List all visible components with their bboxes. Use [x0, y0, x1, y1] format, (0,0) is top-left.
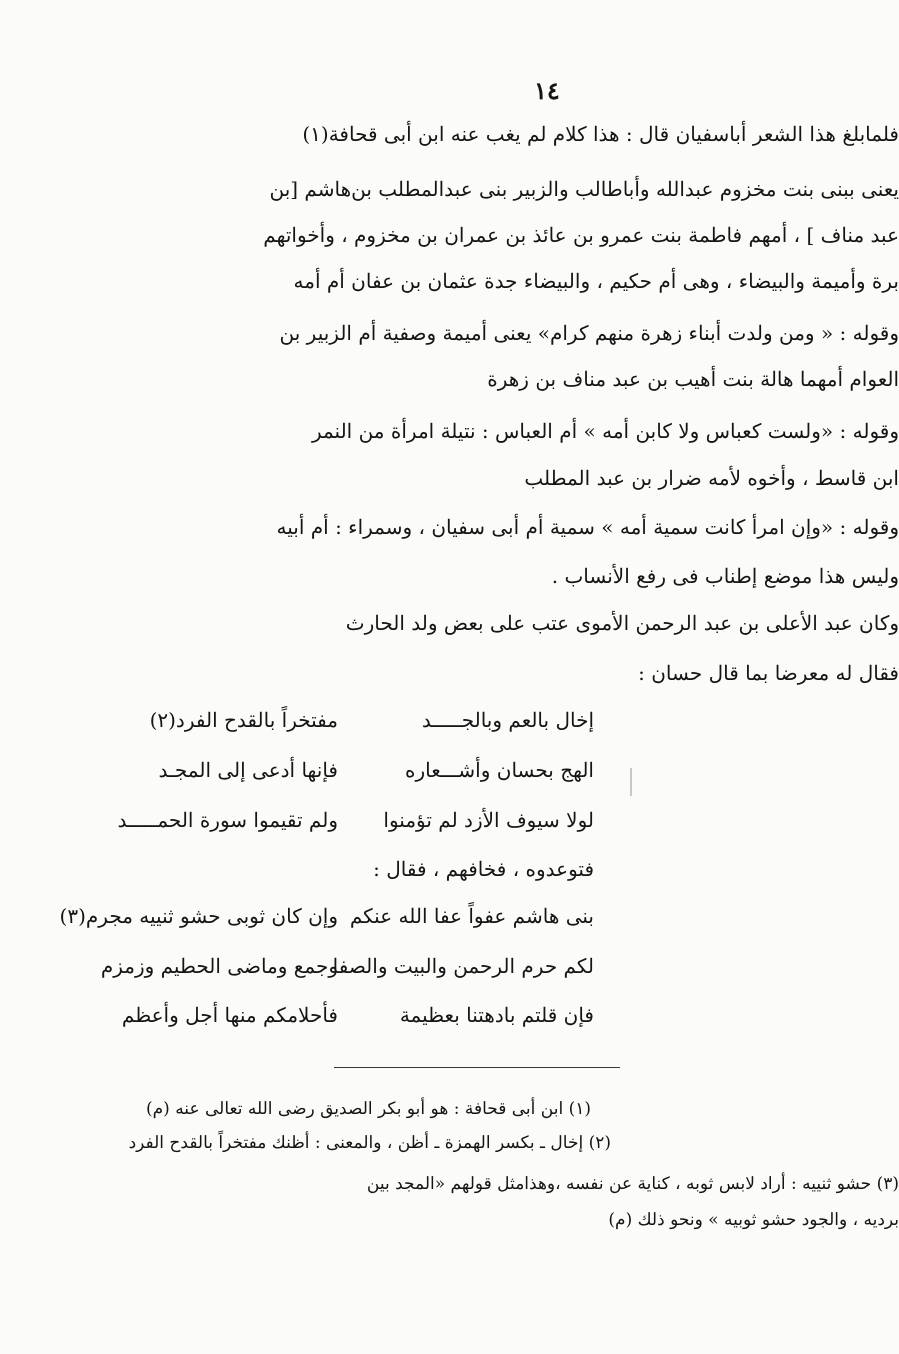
verse-right-hemistich: لكم حرم الرحمن والبيت والصفا	[332, 954, 594, 978]
body-line: يعنى ببنى بنت مخزوم عبدالله وأباطالب والزبير بنى عبدالمطلب بن‌هاشم [بن	[269, 177, 899, 201]
footnote-line: (١) ابن أبى قحافة : هو أبو بكر الصديق رضى الله تعالى عنه (م)	[146, 1099, 591, 1119]
body-line: فقال له معرضا بما قال حسان :	[638, 661, 899, 685]
verse-right-hemistich: إخال بالعم وبالجـــــد	[421, 708, 594, 732]
body-line: وقوله : «ولست كعباس ولا كابن أمه » أم العباس : نتيلة امرأة من النمر	[311, 419, 899, 443]
verse-right-hemistich: فإن قلتم بادهتنا بعظيمة	[399, 1003, 594, 1027]
body-line: فلمابلغ هذا الشعر أباسفيان قال : هذا كلام لم يغب عنه ابن أبى قحافة(١)	[302, 122, 899, 146]
verse-left-hemistich: ولم تقيموا سورة الحمـــــد	[117, 808, 338, 832]
body-line: وليس هذا موضع إطناب فى رفع الأنساب .	[551, 564, 899, 588]
verse-right-hemistich: الهج بحسان وأشـــعاره	[404, 758, 594, 782]
footnote-line: برديه ، والجود حشو ثوبيه » ونحو ذلك (م)	[608, 1210, 899, 1230]
page-number: ١٤	[534, 76, 560, 105]
footnote-line: (٢) إخال ـ بكسر الهمزة ـ أظن ، والمعنى : أظنك مفتخراً بالقدح الفرد	[128, 1133, 611, 1153]
verse-intro: فتوعدوه ، فخافهم ، فقال :	[373, 857, 594, 881]
margin-mark	[630, 768, 632, 796]
footnote-separator	[334, 1067, 620, 1068]
footnote-line: (٣) حشو ثنييه : أراد لابس ثوبه ، كناية عن نفسه ،وهذامثل قولهم «المجد بين	[366, 1174, 899, 1194]
verse-right-hemistich: لولا سيوف الأزد لم تؤمنوا	[383, 808, 594, 832]
body-line: ابن قاسط ، وأخوه لأمه ضرار بن عبد المطلب	[524, 466, 899, 490]
verse-left-hemistich: وجمع وماضى الحطيم وزمزم	[100, 954, 338, 978]
verse-left-hemistich: وإن كان ثوبى حشو ثنييه مجرم(٣)	[59, 904, 338, 928]
body-line: وقوله : «وإن امرأ كانت سمية أمه » سمية أم أبى سفيان ، وسمراء : أم أبيه	[276, 515, 899, 539]
body-line: برة وأميمة والبيضاء ، وهى أم حكيم ، والبيضاء جدة عثمان بن عفان أم أمه	[293, 269, 899, 293]
verse-left-hemistich: فأحلامكم منها أجل وأعظم	[121, 1003, 338, 1027]
body-line: وقوله : « ومن ولدت أبناء زهرة منهم كرام» يعنى أميمة وصفية أم الزبير بن	[279, 321, 899, 345]
body-line: العوام أمهما هالة بنت أهيب بن عبد مناف بن زهرة	[487, 367, 899, 391]
verse-left-hemistich: مفتخراً بالقدح الفرد(٢)	[149, 708, 338, 732]
verse-right-hemistich: بنى هاشم عفواً عفا الله عنكم	[349, 904, 594, 928]
body-line: وكان عبد الأعلى بن عبد الرحمن الأموى عتب على بعض ولد الحارث	[345, 611, 899, 635]
body-line: عبد مناف ] ، أمهم فاطمة بنت عمرو بن عائذ بن عمران بن مخزوم ، وأخواتهم	[263, 223, 899, 247]
verse-left-hemistich: فإنها أدعى إلى المجـد	[158, 758, 338, 782]
